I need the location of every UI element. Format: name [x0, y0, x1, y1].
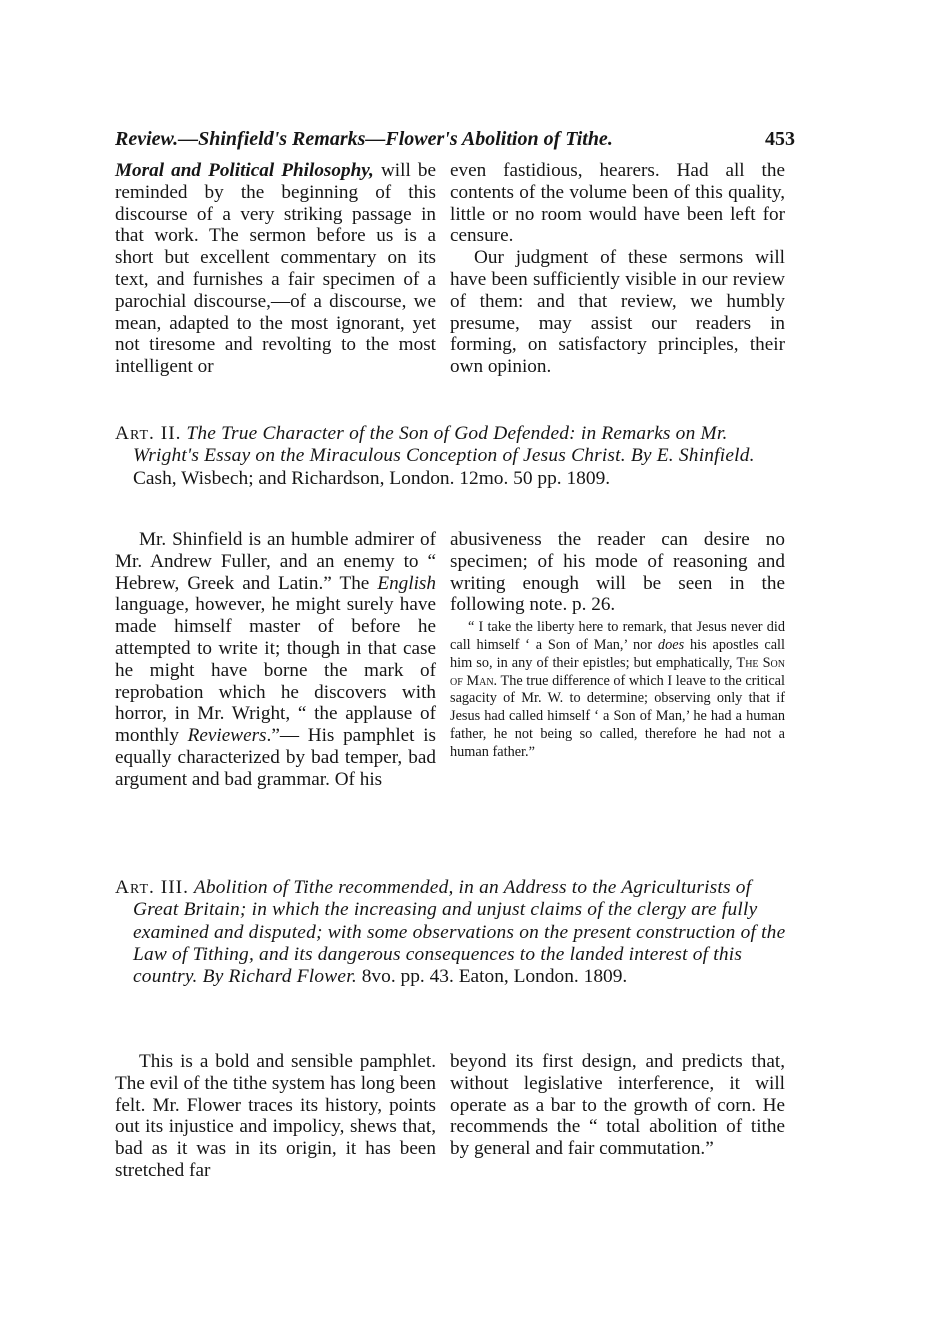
article-3-label: Art. III. [115, 877, 189, 898]
article-2-publisher: Cash, Wisbech; and Richardson, London. 12mo. 50 pp. 1809. [133, 467, 611, 489]
work-title: Moral and Political Philosophy, [115, 160, 374, 181]
article-2-label: Art. II. [115, 423, 182, 444]
continued-text: will be reminded by the beginning of this discourse of a very striking passage in that work. The sermon before us is a short but excellent commentary on its text, and furnishes a fair specimen of a parochial discourse,—of a discourse, we mean, adapted to the most ignorant, yet not tiresome and revolting to the most intelligent or [115, 160, 436, 378]
continued-review-right-column [450, 160, 785, 378]
article-3-left-column [115, 1051, 436, 1182]
article-3-left-paragraph: This is a bold and sensible pamphlet. The evil of the tithe system has long been felt. Mr. Flower traces its history, points out its injustice and impolicy, shews that, bad as it was in its origin, it has been stretched far [115, 1051, 436, 1181]
page-number: 453 [765, 128, 795, 150]
continued-review-left-paragraph [115, 160, 436, 378]
continued-review-right-paragraph-1: even fastidious, hearers. Had all the contents of the volume been of this quality, little or no room would have been left for censure. [450, 160, 785, 247]
article-3-title: Abolition of Tithe recommended, in an Address to the Agriculturists of Great Britain; in which the increasing and unjust claims of the clergy are fully examined and disputed; with some observations on the present construction of the Law of Tithing, and its dangerous consequences to the landed interest of this country. By Richard Flower. [133, 877, 786, 988]
running-header [115, 128, 795, 151]
article-3-heading [115, 877, 787, 988]
article-2-heading [115, 423, 787, 490]
continued-review-right-paragraph-2: Our judgment of these sermons will have been sufficiently visible in our review of them: and that review, we humbly presume, may assist our readers in forming, on satisfactory principles, their own opinion. [450, 247, 785, 378]
article-2-right-column [450, 529, 785, 762]
article-3-right-column [450, 1051, 785, 1160]
article-3-right-paragraph: beyond its first design, and predicts that, without legislative interference, it will operate as a bar to the growth of corn. He recommends the “ total abolition of tithe by general and fair commutation.” [450, 1051, 785, 1160]
continued-review-left-column [115, 160, 436, 378]
running-title: Review.—Shinfield's Remarks—Flower's Abolition of Tithe. [115, 128, 613, 150]
article-2-quotation: “ I take the liberty here to remark, that Jesus never did call himself ‘ a Son of Man,’ nor does his apostles call him so, in any of their epistles; but emphatically, The Son of Man. The true difference of which I leave to the critical sagacity of Mr. W. to determine; observing only that if Jesus had called himself ‘ a Son of Man,’ he had a human father, he not being so called, therefore he had not a human father.” [450, 619, 786, 760]
article-2-left-paragraph: Mr. Shinfield is an humble admirer of Mr. Andrew Fuller, and an enemy to “ Hebrew, Greek and Latin.” The English language, however, he might surely have made himself master of before he attempted to write it; though in that case he might have borne the mark of reprobation which he discovers with horror, in Mr. Wright, “ the applause of monthly Reviewers.”— His pamphlet is equally characterized by bad temper, bad argument and bad grammar. Of his [115, 529, 436, 790]
article-2-title: The True Character of the Son of God Defended: in Remarks on Mr. Wright's Essay on the Miraculous Conception of Jesus Christ. By E. Shinfield. [133, 423, 755, 467]
article-2-right-paragraph: abusiveness the reader can desire no specimen; of his mode of reasoning and writing enough will be seen in the following note. p. 26. [450, 529, 785, 616]
article-2-left-column [115, 529, 436, 791]
article-3-publisher: 8vo. pp. 43. Eaton, London. 1809. [361, 966, 628, 988]
